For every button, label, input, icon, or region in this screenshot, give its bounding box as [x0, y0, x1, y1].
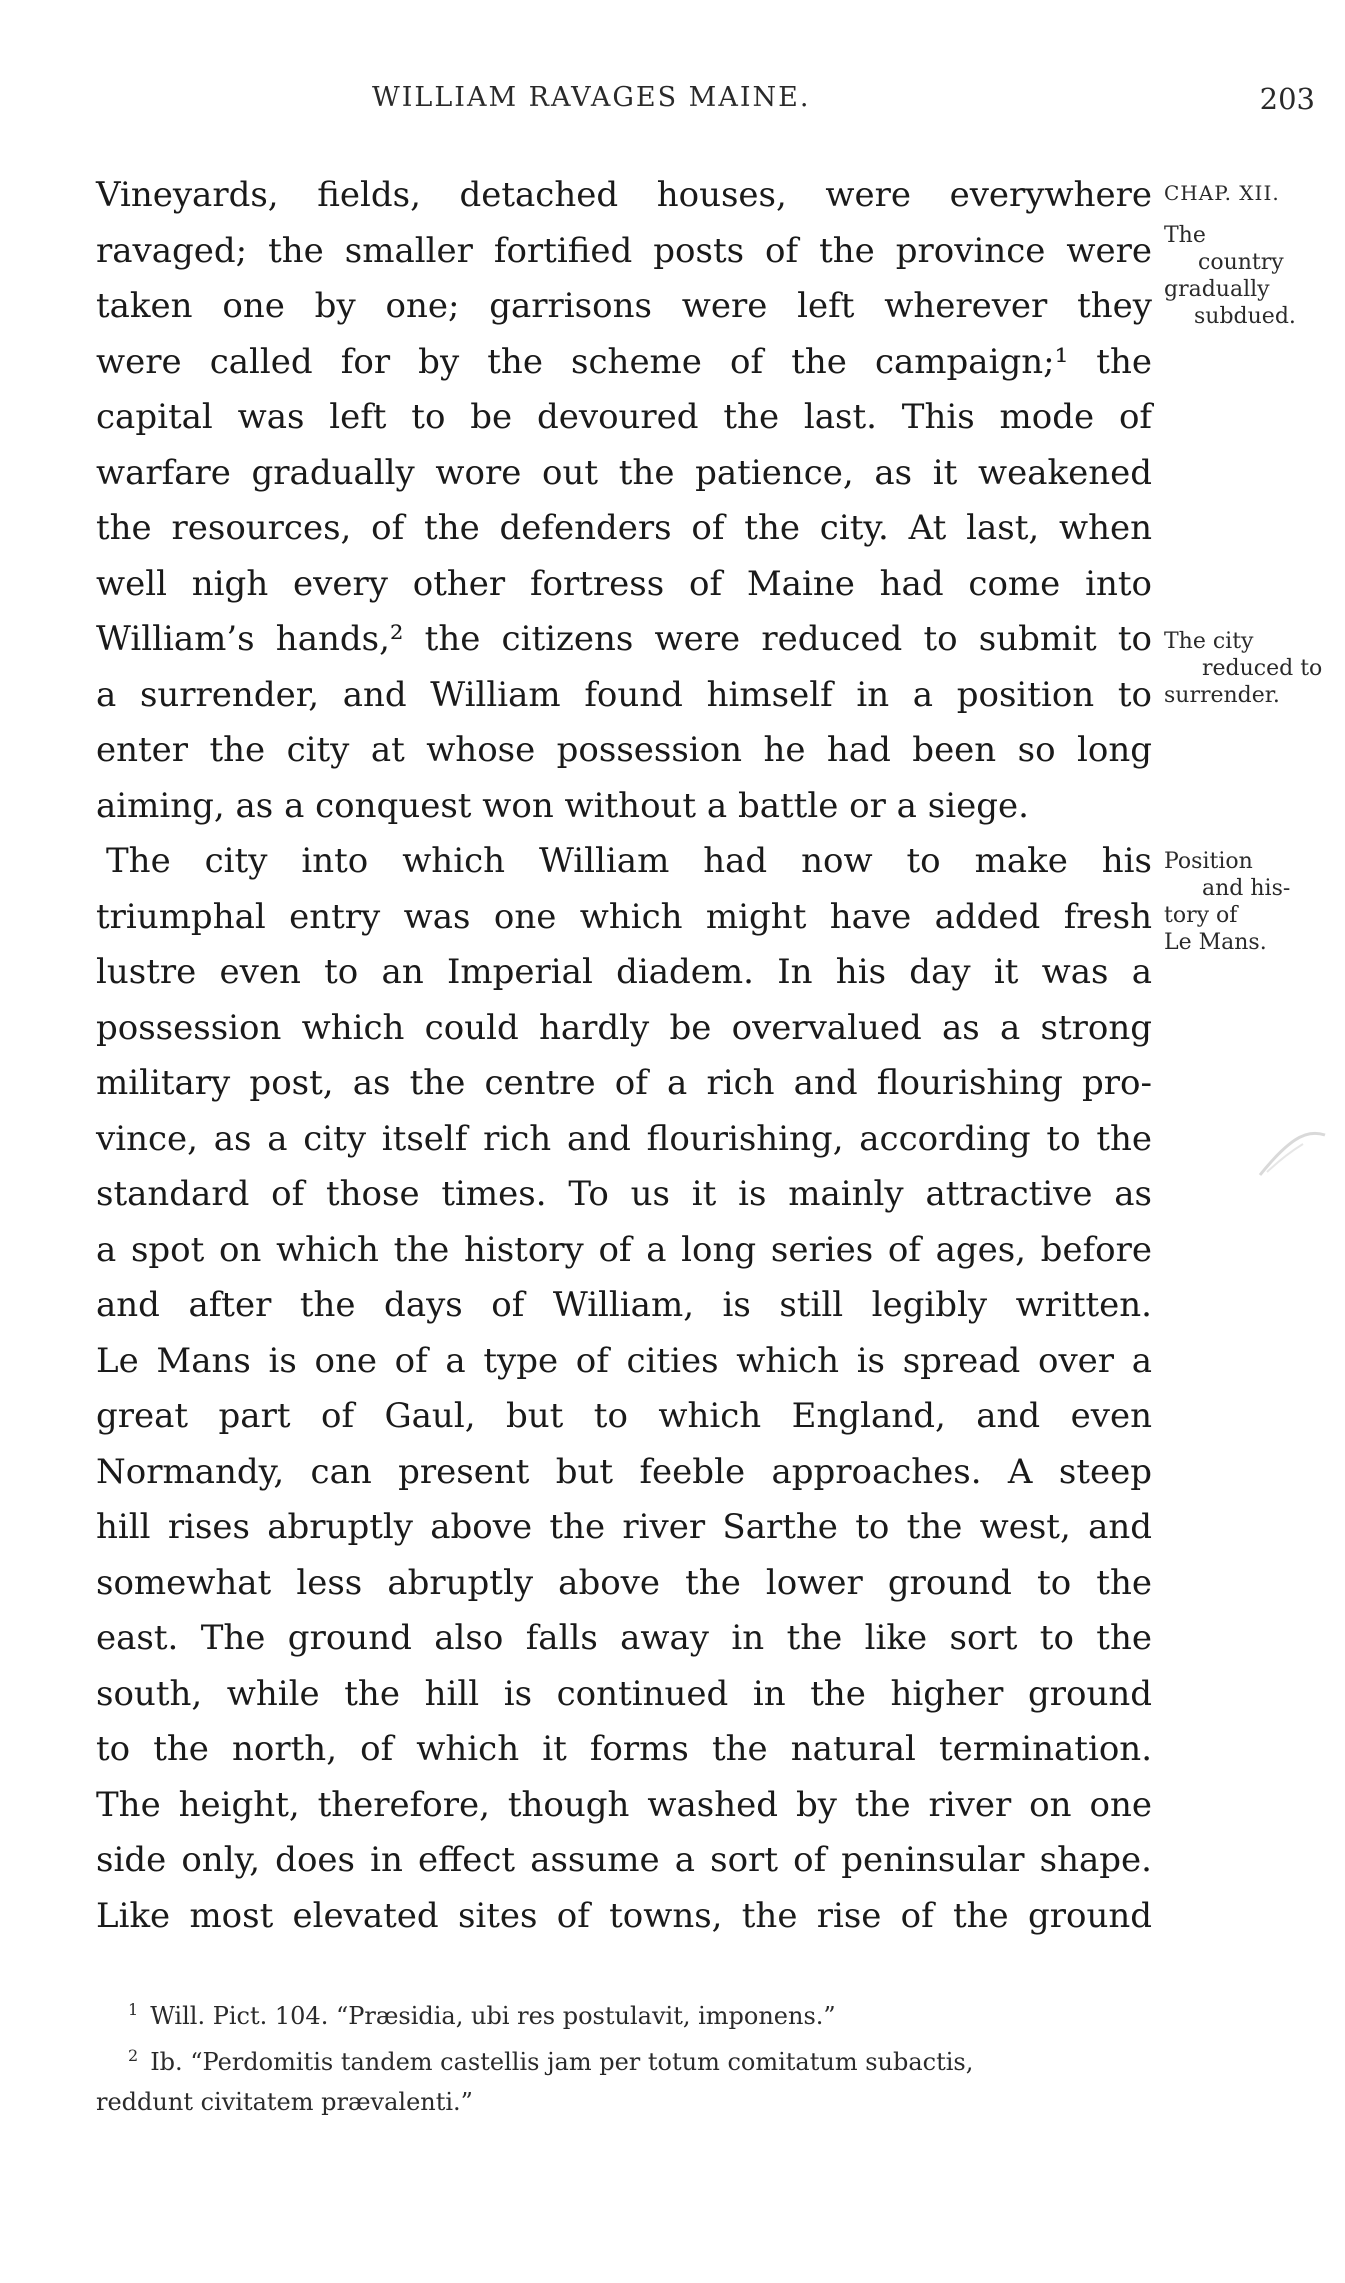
running-head: WILLIAM RAVAGES MAINE.	[372, 82, 811, 113]
text-line: vince, as a city itself rich and flourishing, according to the	[96, 1118, 1152, 1159]
margin-note-line: tory of	[1164, 903, 1238, 928]
text-line: possession which could hardly be overvalued as a strong	[96, 1007, 1152, 1048]
margin-note-line: The	[1164, 223, 1206, 248]
margin-note-line: country	[1198, 250, 1284, 275]
text-line: warfare gradually wore out the patience, as it weakened	[96, 452, 1152, 493]
text-line: well nigh every other fortress of Maine had come into	[96, 563, 1152, 604]
text-line: Vineyards, fields, detached houses, were everywhere	[96, 175, 1152, 215]
ink-smudge	[1255, 1130, 1330, 1180]
margin-note-line: The city	[1164, 629, 1254, 654]
chapter-label: CHAP. XII.	[1164, 181, 1280, 205]
text-line: William’s hands,² the citizens were reduced to submit to	[96, 619, 1152, 659]
text-line: somewhat less abruptly above the lower ground to the	[96, 1562, 1152, 1603]
page-number: 203	[1259, 82, 1315, 116]
body-text	[96, 168, 1152, 1944]
footnote-2-continuation: reddunt civitatem prævalenti.”	[96, 2088, 473, 2116]
text-line: the resources, of the defenders of the city. At last, when	[96, 508, 1152, 548]
footnote-text: Will. Pict. 104. “Præsidia, ubi res postulavit, imponens.”	[150, 2002, 836, 2030]
text-line: hill rises abruptly above the river Sarthe to the west, and	[96, 1507, 1152, 1547]
text-line: Normandy, can present but feeble approaches. A steep	[96, 1451, 1152, 1492]
text-line: taken one by one; garrisons were left wherever they	[96, 286, 1152, 326]
margin-note-line: subdued.	[1194, 304, 1296, 329]
margin-note-city-surrender	[1164, 628, 1334, 709]
text-line: capital was left to be devoured the last. This mode of	[96, 397, 1152, 437]
footnote-2	[96, 2036, 1156, 2082]
text-line: a spot on which the history of a long series of ages, before	[96, 1229, 1152, 1270]
margin-note-country-subdued	[1164, 222, 1334, 330]
text-line: aiming, as a conquest won without a battle or a siege.	[96, 785, 1029, 826]
margin-note-line: Position	[1164, 849, 1253, 874]
text-line: enter the city at whose possession he had been so long	[96, 730, 1152, 770]
margin-note-chapter	[1164, 180, 1334, 207]
text-line: side only, does in effect assume a sort of peninsular shape.	[96, 1840, 1152, 1880]
margin-note-line: Le Mans.	[1164, 930, 1267, 955]
text-line: The city into which William had now to make his	[106, 841, 1152, 881]
footnote-marker: 2	[128, 2046, 139, 2065]
footnote-marker: 1	[128, 2000, 139, 2019]
text-line: great part of Gaul, but to which England, and even	[96, 1396, 1152, 1436]
text-line: a surrender, and William found himself in a position to	[96, 674, 1152, 715]
text-line: Like most elevated sites of towns, the rise of the ground	[96, 1895, 1152, 1936]
footnote-text: Ib. “Perdomitis tandem castellis jam per totum comitatum subactis,	[150, 2048, 974, 2076]
margin-note-line: reduced to	[1202, 656, 1323, 681]
margin-note-le-mans	[1164, 848, 1334, 956]
margin-note-line: gradually	[1164, 277, 1270, 302]
text-line: The height, therefore, though washed by the river on one	[96, 1784, 1152, 1825]
text-line: ravaged; the smaller fortified posts of the province were	[96, 230, 1152, 271]
text-line: south, while the hill is continued in the higher ground	[96, 1673, 1152, 1714]
text-line: lustre even to an Imperial diadem. In his day it was a	[96, 952, 1152, 992]
text-line: to the north, of which it forms the natural termination.	[96, 1729, 1152, 1769]
text-line: Le Mans is one of a type of cities which is spread over a	[96, 1340, 1152, 1381]
text-line: triumphal entry was one which might have added fresh	[96, 896, 1152, 937]
text-line: standard of those times. To us it is mainly attractive as	[96, 1174, 1152, 1214]
footnotes	[96, 1990, 1156, 2122]
text-line: and after the days of William, is still legibly written.	[96, 1285, 1152, 1325]
text-line: military post, as the centre of a rich and flourishing pro-	[96, 1063, 1152, 1103]
text-line: were called for by the scheme of the campaign;¹ the	[96, 341, 1152, 382]
margin-note-line: surrender.	[1164, 683, 1280, 708]
margin-note-line: and his-	[1202, 876, 1291, 901]
text-line: east. The ground also falls away in the like sort to the	[96, 1618, 1152, 1658]
footnote-1	[96, 1990, 1156, 2036]
